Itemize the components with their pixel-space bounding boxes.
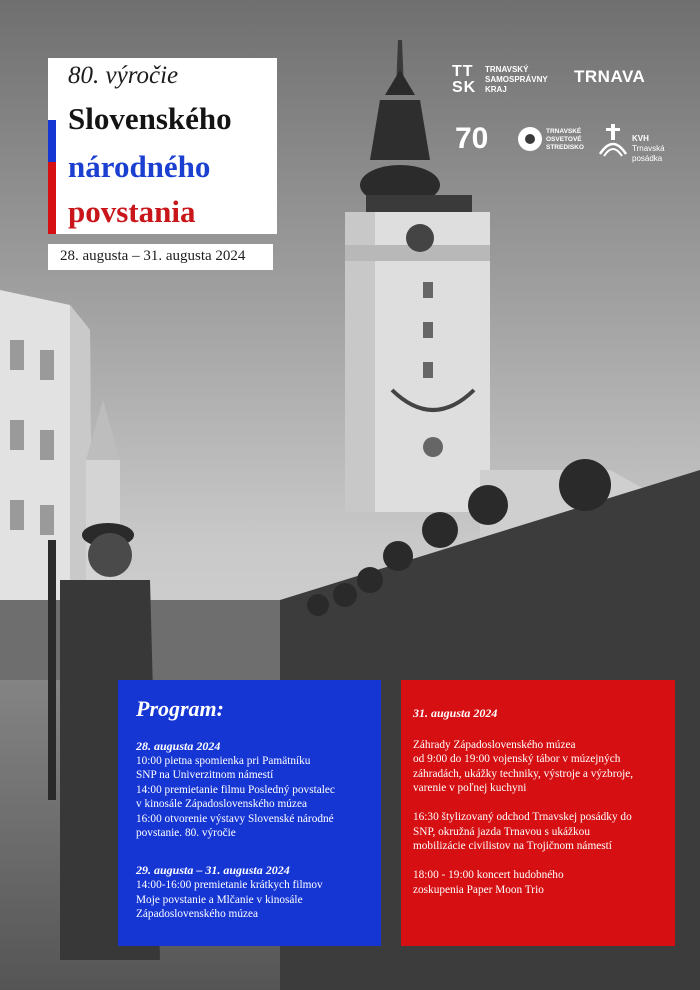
program-panel-blue (118, 680, 381, 946)
day3-line: záhradách, ukážky techniky, výstroje a výzbroje, (413, 768, 634, 780)
program-panel-red (401, 680, 675, 946)
kvh-emblem-icon (598, 124, 628, 158)
day3-line: Záhrady Západoslovenského múzea (413, 739, 576, 751)
day1-date: 28. augusta 2024 (136, 739, 221, 753)
day1-line: povstanie. 80. výročie (136, 827, 236, 839)
day3-line: 18:00 - 19:00 koncert hudobného (413, 869, 564, 881)
ttsk-mark: TT SK (452, 63, 477, 96)
day1-line: v kinosále Západoslovenského múzea (136, 798, 307, 810)
title-line-1: Slovenského (68, 101, 232, 136)
day2-line: 14:00-16:00 premietanie krátkych filmov (136, 879, 323, 891)
tos-text: TRNAVSKÉ OSVETOVÉ STREDISKO (546, 128, 584, 151)
day3-line: zoskupenia Paper Moon Trio (413, 884, 544, 896)
day1-line: 14:00 premietanie filmu Posledný povstalec (136, 784, 335, 796)
title-line-2: národného (68, 149, 211, 184)
day3-line: varenie v poľnej kuchyni (413, 782, 527, 794)
kvh-title: KVH (632, 134, 649, 143)
program-heading: Program: (136, 696, 224, 721)
day3-line: mobilizácie civilistov na Trojičnom námestí (413, 840, 612, 852)
kvh-sub1: Trnavská (632, 144, 665, 153)
tos-icon (518, 127, 542, 151)
day3-line: od 9:00 do 19:00 vojenský tábor v múzejných (413, 753, 621, 765)
kvh-text (632, 134, 692, 164)
flag-red-stripe (48, 162, 56, 234)
day2-date: 29. augusta – 31. augusta 2024 (136, 863, 290, 877)
day2-line: Moje povstanie a Mlčanie v kinosále (136, 894, 303, 906)
flag-blue-stripe (48, 120, 56, 162)
seventy-logo: 70 (455, 122, 489, 155)
date-range: 28. augusta – 31. augusta 2024 (60, 248, 246, 264)
day1-line: SNP na Univerzitnom námestí (136, 769, 274, 781)
ttsk-text: TRNAVSKÝ SAMOSPRÁVNY KRAJ (485, 65, 548, 94)
day2-line: Západoslovenského múzea (136, 908, 259, 920)
day1-line: 16:00 otvorenie výstavy Slovenské národné (136, 813, 334, 825)
day1-line: 10:00 pietna spomienka pri Pamätníku (136, 755, 311, 767)
kvh-sub2: posádka (632, 154, 663, 163)
day3-date: 31. augusta 2024 (413, 706, 498, 720)
anniversary-label: 80. výročie (68, 62, 179, 89)
date-range-box (48, 244, 273, 270)
trnava-logo: TRNAVA (574, 67, 646, 86)
day3-line: 16:30 štylizovaný odchod Trnavskej posádky do (413, 811, 632, 823)
day3-line: SNP, okružná jazda Trnavou s ukážkou (413, 826, 590, 838)
title-line-3: povstania (68, 194, 196, 229)
